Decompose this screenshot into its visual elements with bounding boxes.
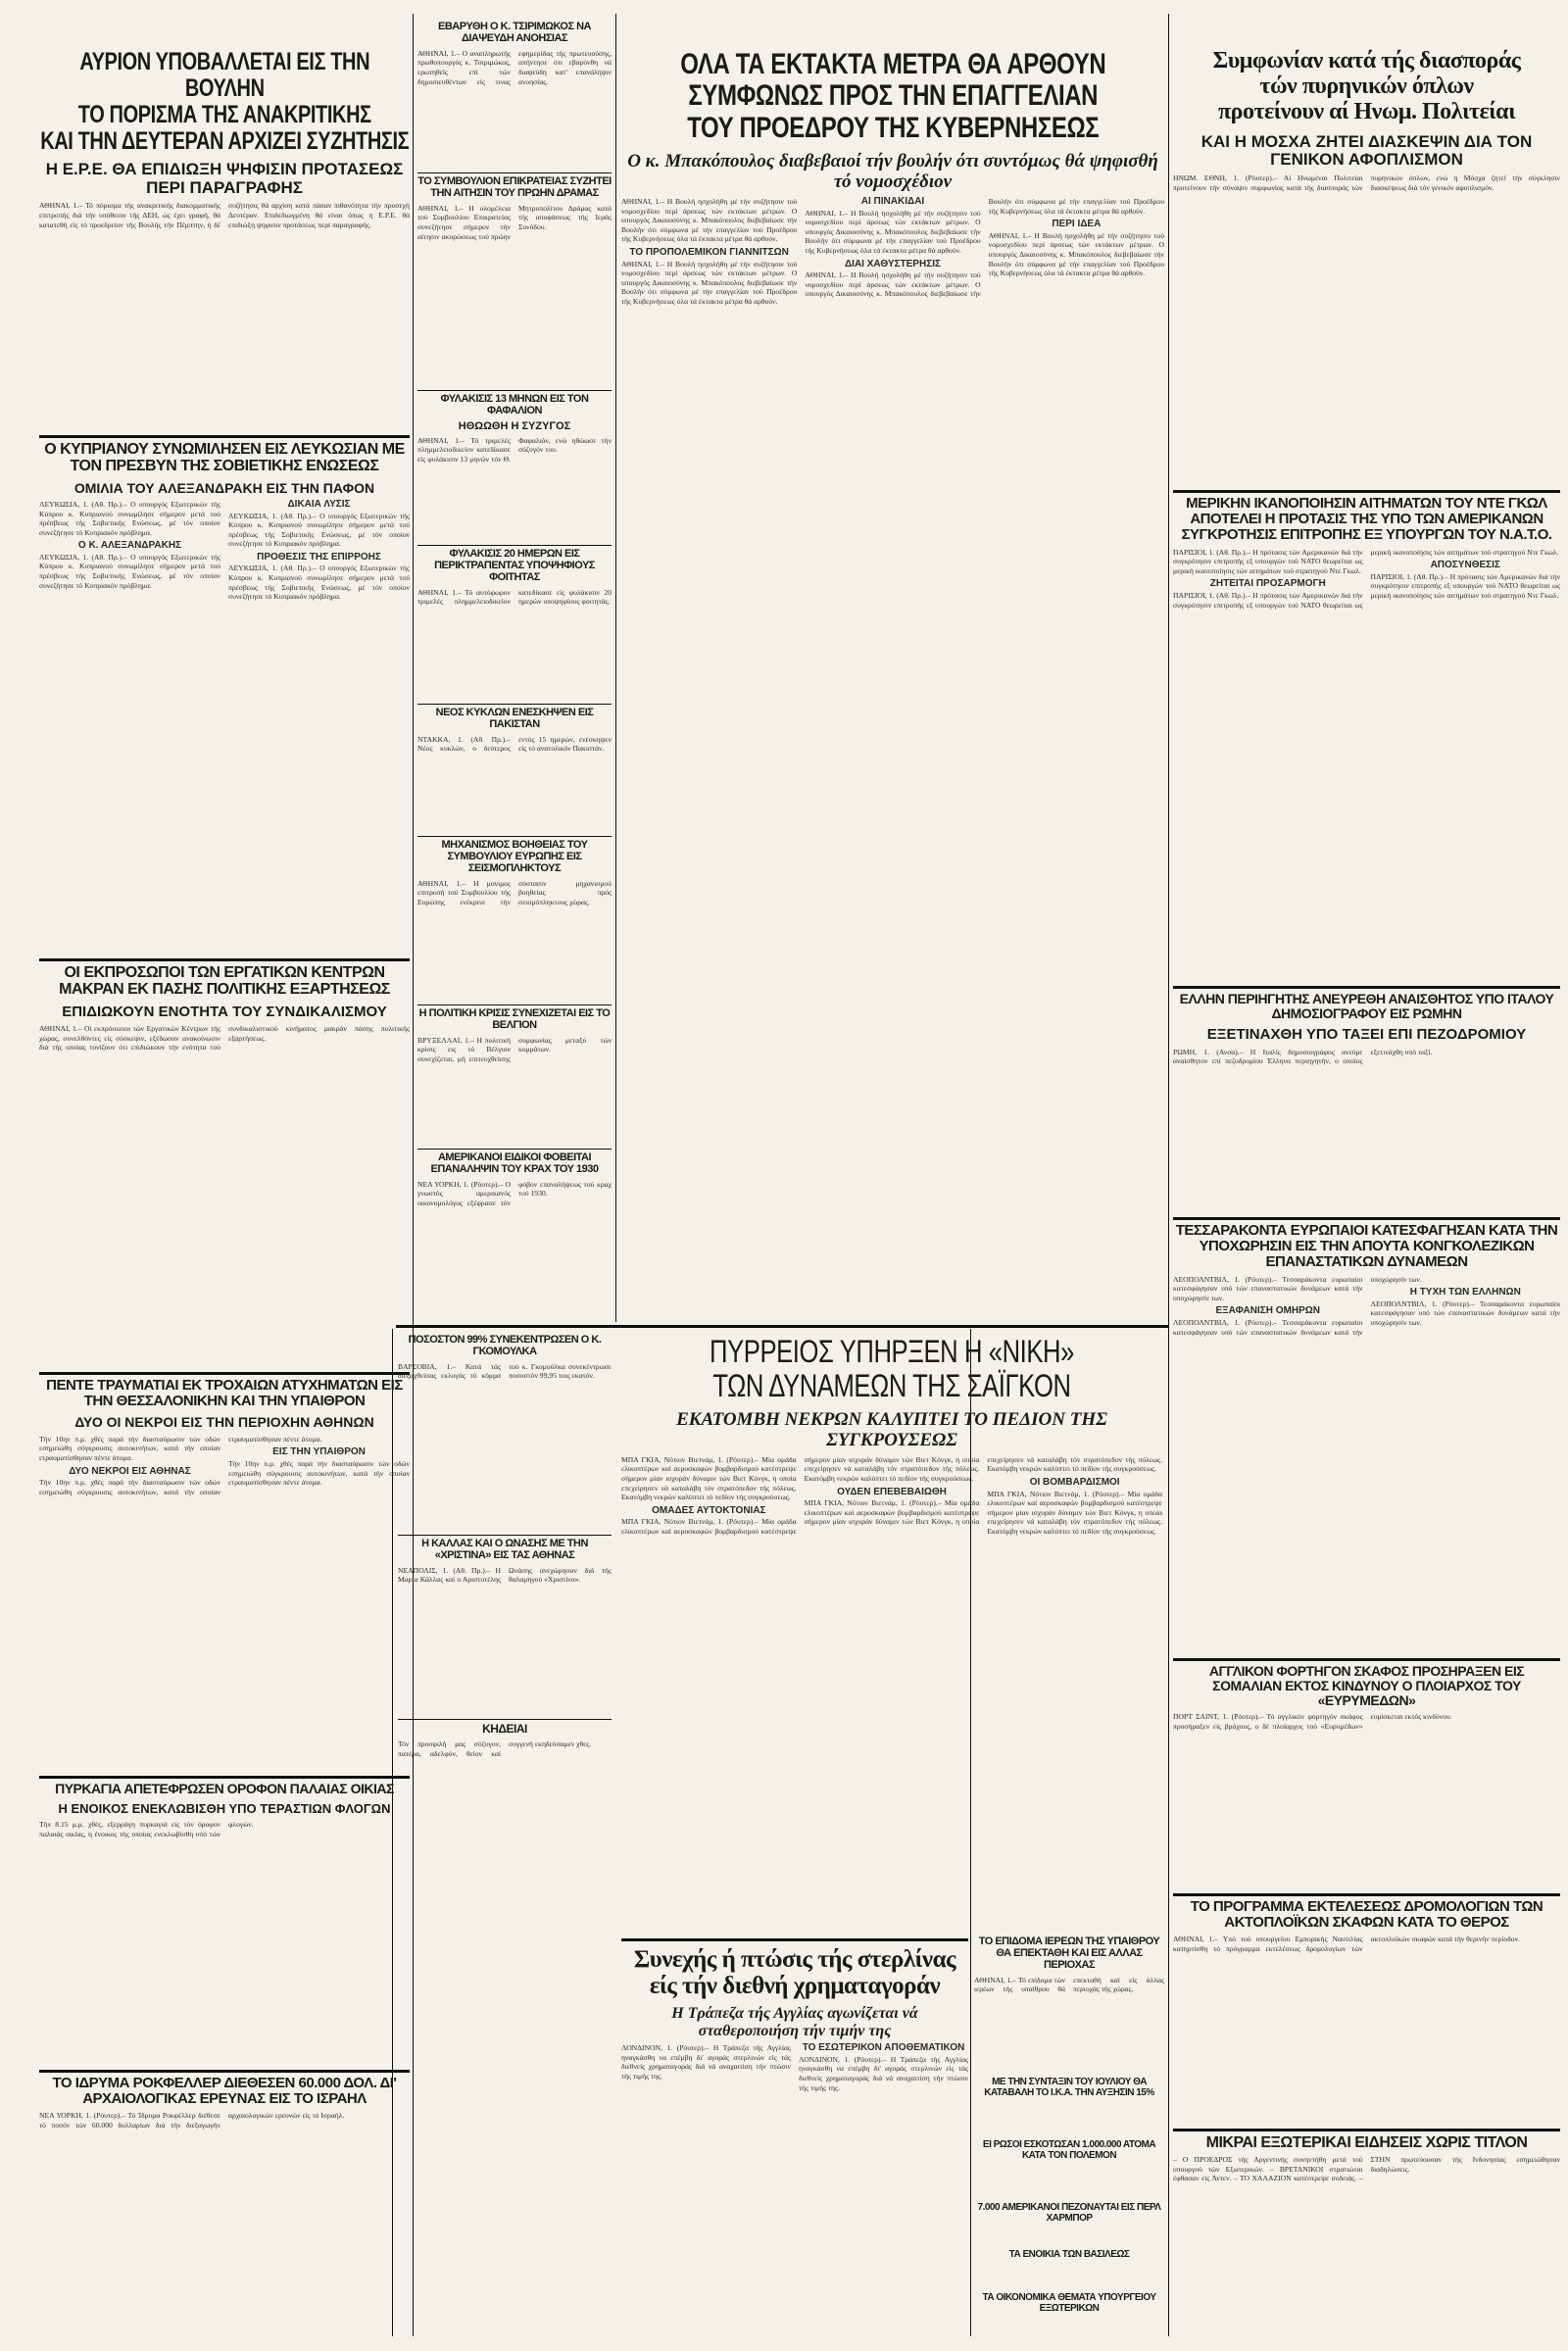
article-foititai bbox=[417, 549, 612, 701]
article-oikonomika bbox=[974, 2293, 1164, 2336]
headline: ΠΕΝΤΕ ΤΡΑΥΜΑΤΙΑΙ ΕΚ ΤΡΟΧΑΙΩΝ ΑΤΥΧΗΜΑΤΩΝ ΕΙΣ ΤΗΝ ΘΕΣΣΑΛΟΝΙΚΗΝ ΚΑΙ ΤΗΝ ΥΠΑΙΘΡΟΝ bbox=[46, 1378, 403, 1410]
headline: ΠΥΡΚΑΓΙΑ ΑΠΕΤΕΦΡΩΣΕΝ ΟΡΟΦΟΝ ΠΑΛΑΙΑΣ ΟΙΚΙΑΣ bbox=[55, 1782, 394, 1796]
column-rule bbox=[615, 14, 616, 1322]
headline: ΕΒΑΡΥΘΗ Ο Κ. ΤΣΙΡΙΜΩΚΟΣ ΝΑ ΔΙΑΨΕΥΔΗ ΑΝΟΗΣΙΑΣ bbox=[438, 22, 591, 44]
section-heading: ΑΠΟΣΥΝΘΕΣΙΣ bbox=[1430, 560, 1500, 571]
article-body: ΛΕΥΚΩΣΙΑ, 1. (Αθ. Πρ.).– Ο υπουργός Εξωτερικών τής Κύπρου κ. Κυπριανού συνωμίλησε σήμερον μετά τού πρέσβεως τής Σοβιετικής Ενώσεως, μέ τόν οποίον συνεζήτησε τό Κυπριακόν πρόβλημα. Ο Κ. ΑΛΕΞΑΝΔΡΑΚΗΣ ΛΕΥΚΩΣΙΑ, 1. (Αθ. Πρ.).– Ο υπουργός Εξωτερικών τής Κύπρου κ. Κυπριανού συνωμίλησε σήμερον μετά τού πρέσβεως τής Σοβιετικής Ενώσεως, μέ τόν οποίον συνεζήτησε τό Κυπριακόν πρόβλημα. ΔΙΚΑΙΑ ΛΥΣΙΣ ΛΕΥΚΩΣΙΑ, 1. (Αθ. Πρ.).– Ο υπουργός Εξωτερικών τής Κύπρου κ. Κυπριανού συνωμίλησε σήμερον μετά τού πρέσβεως τής Σοβιετικής Ενώσεως, μέ τόν οποίον συνεζήτησε τό Κυπριακόν πρόβλημα. ΠΡΟΘΕΣΙΣ ΤΗΣ ΕΠΙΡΡΟΗΣ ΛΕΥΚΩΣΙΑ, 1. (Αθ. Πρ.).– Ο υπουργός Εξωτερικών τής Κύπρου κ. Κυπριανού συνωμίλησε σήμερον μετά τού πρέσβεως τής Σοβιετικής Ενώσεως, μέ τόν οποίον συνεζήτησε τό Κυπριακόν πρόβλημα. bbox=[39, 498, 410, 602]
headline: ΑΜΕΡΙΚΑΝΟΙ ΕΙΔΙΚΟΙ ΦΟΒΕΙΤΑΙ ΕΠΑΝΑΛΗΨΙΝ ΤΟΥ ΚΡΑΧ ΤΟΥ 1930 bbox=[430, 1152, 599, 1175]
article-kyprianou bbox=[39, 441, 410, 951]
article-kataskopeia bbox=[1173, 1223, 1560, 1654]
article-akroploia bbox=[1173, 1899, 1560, 2125]
article-kideiai bbox=[398, 1723, 612, 2336]
article-vouli bbox=[39, 49, 410, 431]
headline: ΤΑ ΕΝΟΙΚΙΑ ΤΩΝ ΒΑΣΙΛΕΩΣ bbox=[1008, 2250, 1130, 2260]
article-body: Τήν 10ην π.μ. χθές παρά τήν διασταύρωσιν τών οδών εσημειώθη σύγκρουσις αυτοκινήτων, κατά τήν οποίαν ετραυματίσθησαν πέντε άτομα. ΔΥΟ ΝΕΚΡΟΙ ΕΙΣ ΑΘΗΝΑΣ Τήν 10ην π.μ. χθές παρά τήν διασταύρωσιν τών οδών εσημειώθη σύγκρουσις αυτοκινήτων, κατά τήν οποίαν ετραυματίσθησαν πέντε άτομα. ΕΙΣ ΤΗΝ ΥΠΑΙΘΡΟΝ Τήν 10ην π.μ. χθές παρά τήν διασταύρωσιν τών οδών εσημειώθη σύγκρουσις αυτοκινήτων, κατά τήν οποίαν ετραυματίσθησαν πέντε άτομα. bbox=[39, 1434, 410, 1496]
headline: 7.000 ΑΜΕΡΙΚΑΝΟΙ ΠΕΖΟΝΑΥΤΑΙ ΕΙΣ ΠΕΡΛ ΧΑΡΜΠΟΡ bbox=[977, 2203, 1161, 2224]
article-body: ΝΕΑ ΥΟΡΚΗ, 1. (Ρόυτερ).– Τό Ίδρυμα Ροκφέλλερ διέθεσε τό ποσόν τών 60.000 δολλαρίων διά τήν διεξαγωγήν αρχαιολογικών ερευνών είς τό Ισραήλ. bbox=[39, 2111, 345, 2130]
article-fylakisis bbox=[417, 394, 612, 541]
article-troxaia bbox=[39, 1378, 410, 1770]
section-heading: ΟΥΔΕΝ ΕΠΕΒΕΒΑΙΩΘΗ bbox=[837, 1486, 947, 1497]
subheadline: ΔΥΟ ΟΙ ΝΕΚΡΟΙ ΕΙΣ ΤΗΝ ΠΕΡΙΟΧΗΝ ΑΘΗΝΩΝ bbox=[74, 1414, 374, 1431]
headline: ΤΑ ΟΙΚΟΝΟΜΙΚΑ ΘΕΜΑΤΑ ΥΠΟΥΡΓΕΙΟΥ ΕΞΩΤΕΡΙΚΩΝ bbox=[982, 2293, 1156, 2314]
section-heading: ΤΟ ΕΣΩΤΕΡΙΚΟΝ ΑΠΟΘΕΜΑΤΙΚΟΝ bbox=[802, 2042, 965, 2054]
article-fortigo bbox=[1173, 1664, 1560, 1889]
article-krax bbox=[417, 1152, 612, 1319]
article-divider bbox=[1173, 986, 1560, 989]
section-heading: ΠΕΡΙ ΙΔΕΑ bbox=[1052, 219, 1102, 230]
headline: ΝΕΟΣ ΚΥΚΛΩΝ ΕΝΕΣΚΗΨΕΝ ΕΙΣ ΠΑΚΙΣΤΑΝ bbox=[435, 708, 594, 730]
headline: ΤΟ ΣΥΜΒΟΥΛΙΟΝ ΕΠΙΚΡΑΤΕΙΑΣ ΣΥΖΗΤΕΙ ΤΗΝ ΑΙΤΗΣΙΝ ΤΟΥ ΠΡΩΗΝ ΔΡΑΜΑΣ bbox=[417, 176, 612, 199]
section-heading: ΖΗΤΕΙΤΑΙ ΠΡΟΣΑΡΜΟΓΗ bbox=[1209, 578, 1326, 590]
article-kyklon bbox=[417, 708, 612, 833]
article-periigitis bbox=[1173, 992, 1560, 1212]
section-heading: ΔΙΑΙ ΧΑΘΥΣΤΕΡΗΣΙΣ bbox=[844, 258, 941, 269]
article-divider bbox=[1173, 2129, 1560, 2131]
headline: ΕΛΛΗΝ ΠΕΡΙΗΓΗΤΗΣ ΑΝΕΥΡΕΘΗ ΑΝΑΙΣΘΗΤΟΣ ΥΠΟ ΙΤΑΛΟΥ ΔΗΜΟΣΙΟΓΡΑΦΟΥ ΕΙΣ ΡΩΜΗΝ bbox=[1179, 992, 1554, 1022]
headline: Συνεχής ή πτώσις τής στερλίνας είς τήν διεθνή χρηματαγοράν bbox=[633, 1946, 956, 1999]
headline: ΟΙ ΕΚΠΡΟΣΩΠΟΙ ΤΩΝ ΕΡΓΑΤΙΚΩΝ ΚΕΝΤΡΩΝ ΜΑΚΡΑΝ ΕΚ ΠΑΣΗΣ ΠΟΛΙΤΙΚΗΣ ΕΞΑΡΤΗΣΕΩΣ bbox=[59, 964, 390, 999]
subheadline: ΗΘΩΩΘΗ Η ΣΥΖΥΓΟΣ bbox=[458, 419, 571, 432]
headline: Η ΚΑΛΛΑΣ ΚΑΙ Ο ΩΝΑΣΗΣ ΜΕ ΤΗΝ «ΧΡΙΣΤΙΝΑ» ΕΙΣ ΤΑΣ ΑΘΗΝΑΣ bbox=[421, 1539, 588, 1561]
article-divider bbox=[1173, 490, 1560, 493]
article-body: ΑΘΗΝΑΙ, 1.– Η ολομέλεια τού Συμβουλίου Επικρατείας συνεζήτησε σήμερον τήν αίτησιν ακυρώσεως τού πρώην Μητροπολίτου Δράμας κατά τής αποφάσεως τής Ιεράς Συνόδου. bbox=[417, 203, 612, 241]
article-ergatiki bbox=[39, 964, 410, 1366]
headline: ΤΟ ΙΔΡΥΜΑ ΡΟΚΦΕΛΛΕΡ ΔΙΕΘΕΣΕΝ 60.000 ΔΟΛ. ΔΙ' ΑΡΧΑΙΟΛΟΓΙΚΑΣ ΕΡΕΥΝΑΣ ΕΙΣ ΤΟ ΙΣΡΑΗΛ bbox=[52, 2076, 397, 2108]
article-body: ΑΘΗΝΑΙ, 1.– Υπό τού υπουργείου Εμπορικής Ναυτιλίας κατηρτίσθη τό πρόγραμμα εκτελέσεως δρομολογίων τών ακτοπλοϊκών σκαφών κατά τήν θερινήν περίοδον. bbox=[1173, 1935, 1520, 1953]
article-divider bbox=[417, 1149, 612, 1150]
subheadline: Η Τράπεζα τής Αγγλίας αγωνίζεται νά σταθεροποιήση τήν τιμήν της bbox=[671, 2005, 918, 2039]
article-body: ΜΠΑ ΓΚΙΑ, Νότιον Βιετνάμ, 1. (Ρόυτερ).– Μία ομάδα ελικοπτέρων καί αεροσκαφών βομβαρδισμού κατέστρεψε σήμερον μίαν ισχυράν δύναμιν τών Βιετ Κόνγκ, η οποία επεχείρησεν νά καταλάβη τόν στρατόπεδον τής πόλεως. Εκατόμβη νεκρών καλύπτει τό πεδίον τής συγκρούσεως. ΟΜΑΔΕΣ ΑΥΤΟΚΤΟΝΙΑΣ ΜΠΑ ΓΚΙΑ, Νότιον Βιετνάμ, 1. (Ρόυτερ).– Μία ομάδα ελικοπτέρων καί αεροσκαφών βομβαρδισμού κατέστρεψε σήμερον μίαν ισχυράν δύναμιν τών Βιετ Κόνγκ, η οποία επεχείρησεν νά καταλάβη τόν στρατόπεδον τής πόλεως. Εκατόμβη νεκρών καλύπτει τό πεδίον τής συγκρούσεως. ΟΥΔΕΝ ΕΠΕΒΕΒΑΙΩΘΗ ΜΠΑ ΓΚΙΑ, Νότιον Βιετνάμ, 1. (Ρόυτερ).– Μία ομάδα ελικοπτέρων καί αεροσκαφών βομβαρδισμού κατέστρεψε σήμερον μίαν ισχυράν δύναμιν τών Βιετ Κόνγκ, η οποία επεχείρησεν νά καταλάβη τόν στρατόπεδον τής πόλεως. Εκατόμβη νεκρών καλύπτει τό πεδίον τής συγκρούσεως. ΟΙ ΒΟΜΒΑΡΔΙΣΜΟΙ ΜΠΑ ΓΚΙΑ, Νότιον Βιετνάμ, 1. (Ρόυτερ).– Μία ομάδα ελικοπτέρων καί αεροσκαφών βομβαρδισμού κατέστρεψε σήμερον μίαν ισχυράν δύναμιν τών Βιετ Κόνγκ, η οποία επεχείρησεν νά καταλάβη τόν στρατόπεδον τής πόλεως. Εκατόμβη νεκρών καλύπτει τό πεδίον τής συγκρούσεως. bbox=[621, 1454, 1162, 1537]
section-heading: Η ΤΥΧΗ ΤΩΝ ΕΛΛΗΝΩΝ bbox=[1409, 1287, 1521, 1298]
article-pezonautai bbox=[974, 2203, 1164, 2247]
headline: ΜΕΡΙΚΗΝ ΙΚΑΝΟΠΟΙΗΣΙΝ ΑΙΤΗΜΑΤΩΝ ΤΟΥ ΝΤΕ ΓΚΩΛ ΑΠΟΤΕΛΕΙ Η ΠΡΟΤΑΣΙΣ ΤΗΣ ΥΠΟ ΤΩΝ ΑΜΕΡΙΚΑΝΩΝ ΣΥΓΚΡΟΤΗΣΙΣ ΕΠΙΤΡΟΠΗΣ ΕΞ ΥΠΟΥΡΓΩΝ ΤΟΥ Ν.Α.Τ.Ο. bbox=[1181, 496, 1552, 544]
subheadline: ΚΑΙ Η ΜΟΣΧΑ ΖΗΤΕΙ ΔΙΑΣΚΕΨΙΝ ΔΙΑ ΤΟΝ ΓΕΝΙΚΟΝ ΑΦΟΠΛΙΣΜΟΝ bbox=[1200, 131, 1533, 170]
article-body: ΠΟΡΤ ΣΑΙΝΤ, 1. (Ρόυτερ).– Τό αγγλικόν φορτηγόν σκάφος προσήραξεν είς βράχους, ο δέ πλοίαρχος τού «Ευρυμέδων» ευρίσκεται εκτός κινδύνου. bbox=[1173, 1712, 1452, 1731]
article-body: ΒΡΥΞΕΛΛΑΙ, 1.– Η πολιτική κρίσις εις τό Βέλγιον συνεχίζεται, μή επιτευχθείσης συμφωνίας μεταξύ τών κομμάτων. bbox=[417, 1035, 612, 1063]
subheadline: ΕΞΕΤΙΝΑΧΘΗ ΥΠΟ ΤΑΞΕΙ ΕΠΙ ΠΕΖΟΔΡΟΜΙΟΥ bbox=[1206, 1026, 1527, 1044]
article-body: Τήν 8.15 μ.μ. χθές, εξερράγη πυρκαγιά είς τόν όροφον παλαιάς οικίας, η ένοικος τής οποίας ενεκλωβίσθη υπό τών φλογών. bbox=[39, 1820, 254, 1838]
article-divider bbox=[417, 704, 612, 705]
article-body: ΑΘΗΝΑΙ, 1.– Η Βουλή ησχολήθη μέ τήν συζήτησιν τού νομοσχεδίου περί άρσεως τών εκτάκτων μέτρων. Ο υπουργός Δικαιοσύνης κ. Μπακόπουλος διεβεβαίωσε τήν Βουλήν ότι σύμφωνα μέ τήν επαγγελίαν τού Προέδρου τής Κυβερνήσεως όλα τά έκτακτα μέτρα θά αρθούν. ΤΟ ΠΡΟΠΟΛΕΜΙΚΟΝ ΓΙΑΝΝΙΤΣΩΝ ΑΘΗΝΑΙ, 1.– Η Βουλή ησχολήθη μέ τήν συζήτησιν τού νομοσχεδίου περί άρσεως τών εκτάκτων μέτρων. Ο υπουργός Δικαιοσύνης κ. Μπακόπουλος διεβεβαίωσε τήν Βουλήν ότι σύμφωνα μέ τήν επαγγελίαν τού Προέδρου τής Κυβερνήσεως όλα τά έκτακτα μέτρα θά αρθούν. ΑΙ ΠΙΝΑΚΙΔΑΙ ΑΘΗΝΑΙ, 1.– Η Βουλή ησχολήθη μέ τήν συζήτησιν τού νομοσχεδίου περί άρσεως τών εκτάκτων μέτρων. Ο υπουργός Δικαιοσύνης κ. Μπακόπουλος διεβεβαίωσε τήν Βουλήν ότι σύμφωνα μέ τήν επαγγελίαν τού Προέδρου τής Κυβερνήσεως όλα τά έκτακτα μέτρα θά αρθούν. ΔΙΑΙ ΧΑΘΥΣΤΕΡΗΣΙΣ ΑΘΗΝΑΙ, 1.– Η Βουλή ησχολήθη μέ τήν συζήτησιν τού νομοσχεδίου περί άρσεως τών εκτάκτων μέτρων. Ο υπουργός Δικαιοσύνης κ. Μπακόπουλος διεβεβαίωσε τήν Βουλήν ότι σύμφωνα μέ τήν επαγγελίαν τού Προέδρου τής Κυβερνήσεως όλα τά έκτακτα μέτρα θά αρθούν. ΠΕΡΙ ΙΔΕΑ ΑΘΗΝΑΙ, 1.– Η Βουλή ησχολήθη μέ τήν συζήτησιν τού νομοσχεδίου περί άρσεως τών εκτάκτων μέτρων. Ο υπουργός Δικαιοσύνης κ. Μπακόπουλος διεβεβαίωσε τήν Βουλήν ότι σύμφωνα μέ τήν επαγγελίαν τού Προέδρου τής Κυβερνήσεως όλα τά έκτακτα μέτρα θά αρθούν. bbox=[621, 195, 1164, 306]
section-heading: ΔΥΟ ΝΕΚΡΟΙ ΕΙΣ ΑΘΗΝΑΣ bbox=[69, 1465, 191, 1477]
article-evrythen bbox=[417, 22, 612, 169]
article-body: ΑΘΗΝΑΙ, 1.– Τό πόρισμα τής ανακριτικής διακομματικής επιτροπής διά τήν υπόθεσιν τής ΔΕΗ, ώς έχει γραφή, θά κατατεθή είς τό προεδρείον τής Βουλής τήν Πέμπτην, ή δέ συζήτησις θά αρχίση κατά πάσαν πιθανότητα τήν προσεχή Δευτέραν. Επιδεδιωγμένη θά είναι όπως η Ε.Ρ.Ε. θά επιδιώξη ψηφισιν προτάσεως περί παραγραφής. bbox=[39, 201, 410, 229]
article-divider bbox=[1173, 1217, 1560, 1220]
article-rosoi bbox=[974, 2140, 1164, 2199]
section-heading: ΠΡΟΘΕΣΙΣ ΤΗΣ ΕΠΙΡΡΟΗΣ bbox=[257, 551, 381, 563]
article-divider bbox=[417, 545, 612, 546]
article-divider bbox=[417, 172, 612, 173]
headline: ΜΗΧΑΝΙΣΜΟΣ ΒΟΗΘΕΙΑΣ ΤΟΥ ΣΥΜΒΟΥΛΙΟΥ ΕΥΡΩΠΗΣ ΕΙΣ ΣΕΙΣΜΟΠΛΗΚΤΟΥΣ bbox=[441, 840, 588, 874]
section-heading: ΔΙΚΑΙΑ ΛΥΣΙΣ bbox=[287, 498, 351, 510]
article-gomoulka bbox=[398, 1335, 612, 1531]
article-divider bbox=[417, 836, 612, 837]
article-divider bbox=[396, 1325, 1168, 1328]
subheadline: ΕΠΙΔΙΩΚΟΥΝ ΕΝΟΤΗΤΑ ΤΟΥ ΣΥΝΔΙΚΑΛΙΣΜΟΥ bbox=[62, 1003, 387, 1020]
article-divider bbox=[39, 1372, 410, 1375]
section-heading: ΤΟ ΠΡΟΠΟΛΕΜΙΚΟΝ ΓΙΑΝΝΙΤΣΩΝ bbox=[629, 246, 789, 258]
headline: ΠΟΣΟΣΤΟΝ 99% ΣΥΝΕΚΕΝΤΡΩΣΕΝ Ο Κ. ΓΚΟΜΟΥΛΚΑ bbox=[408, 1335, 602, 1357]
article-syntaxeis bbox=[974, 2078, 1164, 2136]
article-enfotia bbox=[974, 2250, 1164, 2289]
article-divider bbox=[39, 435, 410, 438]
article-divider bbox=[417, 390, 612, 391]
article-body: ΑΘΗΝΑΙ, 1.– Τό αυτόφωρον τριμελές πλημμελειοδικείον κατεδίκασε είς φυλάκισιν 20 ημερών υποψηφίους φοιτητάς. bbox=[417, 587, 612, 607]
article-divider bbox=[417, 1004, 612, 1005]
article-sterlina bbox=[621, 1946, 968, 2336]
article-body: ΑΘΗΝΑΙ, 1.– Οί εκπρόσωποι τών Εργατικών Κέντρων τής χώρας, συνελθόντες είς σύσκεψιν, εξέδωσαν ανακοίνωσιν διά τής οποίας τονίζουν ότι επιδιώκουν τήν ενότητα τού συνδικαλιστικού κινήματος μακράν πάσης πολιτικής εξαρτήσεως. bbox=[39, 1024, 410, 1053]
column-rule bbox=[1168, 14, 1169, 2336]
article-divider bbox=[39, 2070, 410, 2073]
headline: ΤΟ ΕΠΙΔΟΜΑ ΙΕΡΕΩΝ ΤΗΣ ΥΠΑΙΘΡΟΥ ΘΑ ΕΠΕΚΤΑΘΗ ΚΑΙ ΕΙΣ ΑΛΛΑΣ ΠΕΡΙΟΧΑΣ bbox=[978, 1936, 1160, 1971]
article-divider bbox=[398, 1535, 612, 1536]
headline: ΑΥΡΙΟΝ ΥΠΟΒΑΛΛΕΤΑΙ ΕΙΣ ΤΗΝ ΒΟΥΛΗΝ ΤΟ ΠΟΡΙΣΜΑ ΤΗΣ ΑΝΑΚΡΙΤΙΚΗΣ ΚΑΙ ΤΗΝ ΔΕΥΤΕΡΑΝ ΑΡΧΙΖΕΙ ΣΥΖΗΤΗΣΙΣ bbox=[39, 49, 410, 155]
headline: ΤΕΣΣΑΡΑΚΟΝΤΑ ΕΥΡΩΠΑΙΟΙ ΚΑΤΕΣΦΑΓΗΣΑΝ ΚΑΤΑ ΤΗΝ ΥΠΟΧΩΡΗΣΙΝ ΕΙΣ ΤΗΝ ΑΠΟΥΤΑ ΚΟΝΓΚΟΛΕΖΙΚΩΝ ΕΠΑΝΑΣΤΑΤΙΚΩΝ ΔΥΝΑΜΕΩΝ bbox=[1175, 1223, 1558, 1271]
article-mixanismos bbox=[417, 840, 612, 1002]
article-body: ΡΩΜΗ, 1. (Ανσα).– Η Ιταλίς δημοσιογράφος ανεύρε αναίσθητον επί πεζοδρομίου Έλληνα περιηγητήν, ο οποίος εξετινάχθη υπό ταξί. bbox=[1173, 1047, 1433, 1066]
article-rokfeller bbox=[39, 2076, 410, 2336]
headline: ΦΥΛΑΚΙΣΙΣ 20 ΗΜΕΡΩΝ ΕΙΣ ΠΕΡΙΚΤΡΑΠΕΝΤΑΣ ΥΠΟΨΗΦΙΟΥΣ ΦΟΙΤΗΤΑΣ bbox=[434, 549, 595, 583]
article-body: ΑΘΗΝΑΙ, 1.– Τό τριμελές πλημμελειοδικείον κατεδίκασε είς φυλάκισιν 13 μηνών τόν Θ. Φαφαλιόν, ενώ ηθώωσε τήν σύζυγόν του. bbox=[417, 435, 612, 465]
article-divider bbox=[1173, 1658, 1560, 1661]
article-body: ΠΑΡΙΣΙΟΙ, 1. (Αθ. Πρ.).– Η πρότασις τών Αμερικανών διά τήν συγκρότησιν επιτροπής εξ υπουργών τού ΝΑΤΟ θεωρείται ως μερική ικανοποίησις τών αιτημάτων τού στρατηγού Ντε Γκωλ. ΖΗΤΕΙΤΑΙ ΠΡΟΣΑΡΜΟΓΗ ΠΑΡΙΣΙΟΙ, 1. (Αθ. Πρ.).– Η πρότασις τών Αμερικανών διά τήν συγκρότησιν επιτροπής εξ υπουργών τού ΝΑΤΟ θεωρείται ως μερική ικανοποίησις τών αιτημάτων τού στρατηγού Ντε Γκωλ. ΑΠΟΣΥΝΘΕΣΙΣ ΠΑΡΙΣΙΟΙ, 1. (Αθ. Πρ.).– Η πρότασις τών Αμερικανών διά τήν συγκρότησιν επιτροπής εξ υπουργών τού ΝΑΤΟ θεωρείται ως μερική ικανοποίησις τών αιτημάτων τού στρατηγού Ντε Γκωλ. bbox=[1173, 547, 1560, 610]
article-symvoulion bbox=[417, 176, 612, 387]
section-heading: ΟΜΑΔΕΣ ΑΥΤΟΚΤΟΝΙΑΣ bbox=[652, 1504, 766, 1516]
article-divider bbox=[39, 958, 410, 961]
article-divider bbox=[39, 1776, 410, 1779]
article-ektakta bbox=[621, 49, 1164, 1308]
headline: ΕΙ ΡΩΣΟΙ ΕΣΚΟΤΩΣΑΝ 1.000.000 ΑΤΟΜΑ ΚΑΤΑ ΤΟΝ ΠΟΛΕΜΟΝ bbox=[982, 2140, 1156, 2161]
subheadline: Η Ε.Ρ.Ε. ΘΑ ΕΠΙΔΙΩΞΗ ΨΗΦΙΣΙΝ ΠΡΟΤΑΣΕΩΣ ΠΕΡΙ ΠΑΡΑΓΡΑΦΗΣ bbox=[45, 160, 404, 197]
article-epidoma bbox=[974, 1936, 1164, 2074]
subheadline: ΟΜΙΛΙΑ ΤΟΥ ΑΛΕΞΑΝΔΡΑΚΗ ΕΙΣ ΤΗΝ ΠΑΦΟΝ bbox=[74, 479, 375, 496]
section-heading: ΟΙ ΒΟΜΒΑΡΔΙΣΜΟΙ bbox=[1029, 1477, 1120, 1489]
article-body: Τόν προσφιλή μας σύζυγον, πατέρα, αδελφόν, θείον καί συγγενή εκηδεύσαμεν χθες. bbox=[398, 1739, 592, 1758]
article-niki bbox=[621, 1335, 1162, 1933]
headline: Η ΠΟΛΙΤΙΚΗ ΚΡΙΣΙΣ ΣΥΝΕΧΙΖΕΤΑΙ ΕΙΣ ΤΟ ΒΕΛΓΙΟΝ bbox=[418, 1008, 611, 1031]
headline: ΤΟ ΠΡΟΓΡΑΜΜΑ ΕΚΤΕΛΕΣΕΩΣ ΔΡΟΜΟΛΟΓΙΩΝ ΤΩΝ ΑΚΤΟΠΛΟΪΚΩΝ ΣΚΑΦΩΝ ΚΑΤΑ ΤΟ ΘΕΡΟΣ bbox=[1190, 1899, 1544, 1932]
headline: ΠΥΡΡΕΙΟΣ ΥΠΗΡΞΕΝ Η «ΝΙΚΗ» ΤΩΝ ΔΥΝΑΜΕΩΝ ΤΗΣ ΣΑΪΓΚΟΝ bbox=[710, 1335, 1074, 1403]
article-diaspora bbox=[1173, 49, 1560, 485]
article-divider bbox=[1173, 1893, 1560, 1896]
article-divider bbox=[398, 1719, 612, 1720]
article-divider bbox=[621, 1938, 968, 1941]
headline: Συμφωνίαν κατά τής διασποράς τών πυρηνικών όπλων προτείνουν αί Ηνωμ. Πολιτείαι bbox=[1212, 49, 1521, 124]
article-body: ΒΑΡΣΟΒΙΑ, 1.– Κατά τάς διεξαχθείσας εκλογάς τό κόμμα τού κ. Γκομούλκα συνεκέντρωσε ποσοστόν 99,95 τοις εκατόν. bbox=[398, 1361, 612, 1381]
article-body: ΝΕΑΠΟΛΙΣ, 1. (Αθ. Πρ.).– Η Μαρία Κάλλας καί ο Αριστοτέλης Ωνάσης ανεχώρησαν διά τής θαλαμηγού «Χριστίνα». bbox=[398, 1565, 612, 1585]
headline: ΚΗΔΕΙΑΙ bbox=[482, 1723, 527, 1736]
subheadline: Ο κ. Μπακόπουλος διαβεβαιοί τήν βουλήν ότι συντόμως θά ψηφισθή τό νομοσχέδιον bbox=[627, 151, 1158, 193]
article-body: ΝΕΑ ΥΟΡΚΗ, 1. (Ρόυτερ).– Ο γνωστός αμερικανός οικονομολόγος εξέφρασε τόν φόβον επαναλήψεως τού κραχ τού 1930. bbox=[417, 1179, 612, 1207]
headline: ΑΓΓΛΙΚΟΝ ΦΟΡΤΗΓΟΝ ΣΚΑΦΟΣ ΠΡΟΣΗΡΑΞΕΝ ΕΙΣ ΣΟΜΑΛΙΑΝ ΕΚΤΟΣ ΚΙΝΔΥΝΟΥ Ο ΠΛΟΙΑΡΧΟΣ ΤΟΥ «ΕΥΡΥΜΕΔΩΝ» bbox=[1208, 1664, 1525, 1709]
section-heading: Ο Κ. ΑΛΕΞΑΝΔΡΑΚΗΣ bbox=[77, 540, 182, 552]
article-kristina bbox=[398, 1539, 612, 1715]
article-body: ΑΘΗΝΑΙ, 1.– Η μονιμος επιτροπή τού Συμβουλίου τής Ευρώπης ενέκρινε τήν σύστασιν μηχανισμού βοηθείας πρός σεισμόπληκτους χώρας. bbox=[417, 878, 612, 906]
section-heading: ΑΙ ΠΙΝΑΚΙΔΑΙ bbox=[860, 195, 925, 207]
article-body: ΑΘΗΝΑΙ, 1.– Τό επίδομα τών ιερέων τής υπαίθρου θά επεκταθή καί είς άλλας περιοχάς τής χώρας. bbox=[974, 1975, 1164, 1994]
section-heading: ΕΙΣ ΤΗΝ ΥΠΑΙΘΡΟΝ bbox=[272, 1446, 366, 1458]
article-body: ΛΕΟΠΟΛΝΤΒΙΛ, 1. (Ρόυτερ).– Τεσσαράκοντα ευρωπαίοι κατεσφάγησαν υπό τών επαναστατικών δυνάμεων κατά τήν υποχώρησίν των. ΕΞΑΦΑΝΙΣΗ ΟΜΗΡΩΝ ΛΕΟΠΟΛΝΤΒΙΛ, 1. (Ρόυτερ).– Τεσσαράκοντα ευρωπαίοι κατεσφάγησαν υπό τών επαναστατικών δυνάμεων κατά τήν υποχώρησίν των. Η ΤΥΧΗ ΤΩΝ ΕΛΛΗΝΩΝ ΛΕΟΠΟΛΝΤΒΙΛ, 1. (Ρόυτερ).– Τεσσαράκοντα ευρωπαίοι κατεσφάγησαν υπό τών επαναστατικών δυνάμεων κατά τήν υποχώρησίν των. bbox=[1173, 1274, 1560, 1337]
article-krisis bbox=[417, 1008, 612, 1146]
headline: ΟΛΑ ΤΑ ΕΚΤΑΚΤΑ ΜΕΤΡΑ ΘΑ ΑΡΘΟΥΝ ΣΥΜΦΩΝΩΣ ΠΡΟΣ ΤΗΝ ΕΠΑΓΓΕΛΙΑΝ ΤΟΥ ΠΡΟΕΔΡΟΥ ΤΗΣ ΚΥΒΕΡΝΗΣΕΩΣ bbox=[679, 49, 1106, 144]
article-body: ΑΘΗΝΑΙ, 1.– Ο αναπληρωτής πρωθυπουργός κ. Τσιριμώκος, ερωτηθείς επί τών δημοσιευθέντων είς τινας εφημερίδας τής πρωτευούσης, απήντησε ότι εβαρύνθη νά διαψεύδη κατ' επανάληψιν ανοησίας. bbox=[417, 48, 612, 86]
article-eidiseis bbox=[1173, 2134, 1560, 2336]
article-body: ΗΝΩΜ. ΕΘΝΗ, 1. (Ρόυτερ).– Αί Ηνωμέναι Πολιτείαι προτείνουν τήν σύναψιν συμφωνίας κατά τής διασποράς τών πυρηνικών όπλων, ενώ η Μόσχα ζητεί τήν σύγκλησιν διασκέψεως διά τόν γενικόν αφοπλισμόν. bbox=[1173, 173, 1560, 192]
headline: Ο ΚΥΠΡΙΑΝΟΥ ΣΥΝΩΜΙΛΗΣΕΝ ΕΙΣ ΛΕΥΚΩΣΙΑΝ ΜΕ ΤΟΝ ΠΡΕΣΒΥΝ ΤΗΣ ΣΟΒΙΕΤΙΚΗΣ ΕΝΩΣΕΩΣ bbox=[44, 441, 405, 475]
article-body: ΝΤΑΚΚΑ, 1. (Αθ. Πρ.).– Νέος κυκλών, ο δεύτερος εντός 15 ημερών, ενέσκηψεν είς τό ανατολικόν Πακιστάν. bbox=[417, 734, 612, 754]
article-body: ΛΟΝΔΙΝΟΝ, 1. (Ρόυτερ).– Η Τράπεζα τής Αγγλίας ηναγκάσθη να επέμβη δι' αγοράς στερλινών είς τάς διεθνείς χρηματαγοράς διά νά αναχαιτίση τήν πτώσιν τής τιμής της. ΤΟ ΕΣΩΤΕΡΙΚΟΝ ΑΠΟΘΕΜΑΤΙΚΟΝ ΛΟΝΔΙΝΟΝ, 1. (Ρόυτερ).– Η Τράπεζα τής Αγγλίας ηναγκάσθη να επέμβη δι' αγοράς στερλινών είς τάς διεθνείς χρηματαγοράς διά νά αναχαιτίση τήν πτώσιν τής τιμής της. bbox=[621, 2042, 968, 2092]
article-pyrkagia bbox=[39, 1782, 410, 2066]
article-gkol bbox=[1173, 496, 1560, 981]
subheadline: Η ΕΝΟΙΚΟΣ ΕΝΕΚΛΩΒΙΣΘΗ ΥΠΟ ΤΕΡΑΣΤΙΩΝ ΦΛΟΓΩΝ bbox=[58, 1801, 391, 1817]
subheadline: ΕΚΑΤΟΜΒΗ ΝΕΚΡΩΝ ΚΑΛΥΠΤΕΙ ΤΟ ΠΕΔΙΟΝ ΤΗΣ ΣΥΓΚΡΟΥΣΕΩΣ bbox=[676, 1409, 1107, 1450]
headline: ΜΙΚΡΑΙ ΕΞΩΤΕΡΙΚΑΙ ΕΙΔΗΣΕΙΣ ΧΩΡΙΣ ΤΙΤΛΟΝ bbox=[1205, 2134, 1528, 2151]
headline: ΜΕ ΤΗΝ ΣΥΝΤΑΞΙΝ ΤΟΥ ΙΟΥΛΙΟΥ ΘΑ ΚΑΤΑΒΑΛΗ ΤΟ Ι.Κ.Α. ΤΗΝ ΑΥΞΗΣΙΝ 15% bbox=[984, 2078, 1154, 2098]
headline: ΦΥΛΑΚΙΣΙΣ 13 ΜΗΝΩΝ ΕΙΣ ΤΟΝ ΦΑΦΑΛΙΟΝ bbox=[440, 394, 589, 416]
section-heading: ΕΞΑΦΑΝΙΣΗ ΟΜΗΡΩΝ bbox=[1215, 1305, 1320, 1317]
article-body: – Ο ΠΡΟΕΔΡΟΣ τής Αργεντινής συνηντήθη μετά τού υπουργού τών Εξωτερικών. – ΒΡΕΤΑΝΙΚΟΙ στρατιώται έφθασαν είς Άντεν. – ΤΟ ΧΑΛΑΖΙΟΝ κατέστρεψε σοδειάς. – ΣΤΗΝ πρωτεύουσαν τής Ινδονησίας εσημειώθησαν διαδηλώσεις. bbox=[1173, 2155, 1560, 2183]
